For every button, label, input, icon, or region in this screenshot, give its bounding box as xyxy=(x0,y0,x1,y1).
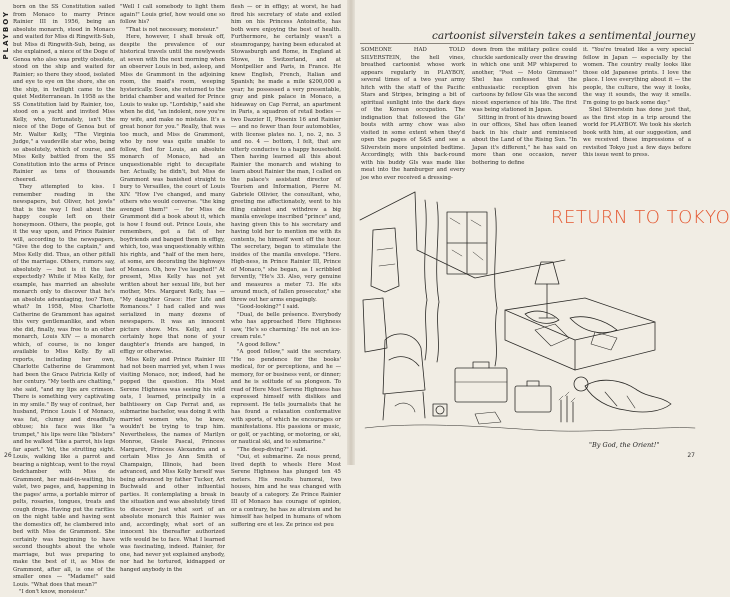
article-paragraph: SOMEONE HAD TOLD SILVERSTEIN, the hell vines, breathed cartoonist whose work appears regularly in PLAYBOY, several times of a two year army hitch with the staff of the Pacific Stars and Stripes, bringing a bit of spiritual sunlight into the dark days of the Korean occupation. The indignation that followed the GIs' bouts with army chow was also visited in some extent when they'd open the pages of S&S and see a Silverstein more unpointed bedtime. Accordingly, with this back-round with his buddy GIs was made like meat into the hamburger and every joe who ever received a dressing- xyxy=(361,47,465,181)
article-paragraph: "A good fellow." xyxy=(237,341,281,348)
article-paragraph: born on the SS Constitution sailed from Monaco to marry Prince Rainier III in 1956, being an absolute monarch, stood in Monaco and waited for Miss di Ringwith-Sub, but Miss di Ringwith-Sub, being, as she explained, a niece of the Doge of Genoa who also was pretty obsolete, stood on the ship and waited for Rainier; so there they stood, isolated and eye to eye on the shore, she on the ship, in twilight came to the quiet Mediterranean. In 1958 as the SS Constitution laid by Rainier, too, stood on a yacht and invited Miss Kelly, who, fortunately, isn't the niece of the Doge of Genoa but of Mr. Walter Kelly, "The Virginia Judge," a vaudeville star who, being so absolutely, which of course, and Miss Kelly battled from the SS Constitution into the arms of Prince Rainier as tens of thousands cheered. xyxy=(13,4,115,183)
article-paragraph: They attempted to kiss. I remember reading in the newspapers, but Oliver, hot jowls" that is the way I feel about the happy couple left on their honeymoon. Others, the people, got it the way upon, and Prince Rainier will, according to the newspapers, "Give the dog to the captain," and Miss Kelly did. Thus, an other pitfall of the marriage. Others, rumors say, absolutely — but is it the last expectedly? While if Miss Kelly, for example, has married an absolute monarch only to discover that he's an absolute advantaging, too? Then, what? In 1958, Miss Charlotte Catherine de Grammont has against this very gentlemanlike, and when she did, finally, was free to an other monarch, Louis XIV — a monarch which, of course, is no longer available to Miss Kelly. By all reports, including her own, Charlotte Catherine de Grammont had been the Grace Patricia Kelly of her century. "My teeth are chatting," she said, "and my lips are crimson. There is something very captivating in my smile." By way of contrast, her husband, Prince Louis I of Monaco, was fat, clumsy and dreadfully obtuse; his face was like "a trumpet," his lips were like "blisters" and he walked "like a parrot, his legs far apart." Yet, the strutting sight. Louis, walking like a parrot and bearing a nightcap, went to the royal bedchamber with Miss de Grammont, her maid-in-waiting, his valet, two pages, and, happening in the pages' arms, a portable mirror of pelts, rosaries, tongues, treats and cough drops. Having put the rarities on the night table and having sent the domestics off, he clambered into bed with Miss de Grammont. She certainly was beginning to have second thoughts about the whole marriage, but was preparing to make the best of it, as Miss de Grammont, after all, is one of the smaller ones — "Madame!" said Louis. "What does that mean?" xyxy=(13,184,115,588)
article-paragraph: flesh — or in effigy; at worst, he had fired his secretary of state and exiled him on his Princess Antoinette, has both were enjoying the best of health. Furthermore, he certainly wasn't a steamroganpy, having been educated at Stowasburgh and Rome, in England at Stowe, in Switzerland, and at Montpellier and Paris, in France. He knew English, French, Italian and Spanish; he made a mile $200,000 a year; he possessed a very presentable, gray and pink palace in Monaco, a hideaway on Cap Ferrat, an apartment in Paris, a squadron of retail bodies — two Dazzier II, Phoenix 16 and Rainier — and no fewer than four automobiles, with license plates no. 1, no. 2, no. 3 and no. 4 — bottom, I felt, that are utterly conducive to a happy household. Then having learned all this about Rainier the monarch and wishing to learn about Rainier the man, I called on the palace's assistant director of Tourism and Information, Pierre M. Gabriele Ollivier, the consultant, who, greeting me affectionately, went to his filing cabinet and withdrew a big manila envelope inscribed "prince" and, having given this to his secretary and having told her to mention me with its contents, he himself went off the hour. The secretary, began to stimulate the insides of the manila envelope. "Here. High-ness, in Prince Rainier III, Prince of Monaco," she began, as I scribbled fervently, "He's 33. Also, very genuine and measures a meter 73. He sits around much, of fallen prosecutor," she threw out her arms engagingly. xyxy=(231,4,341,303)
article-paragraph: Here, however, I shall break off, despite the prevalence of our historical travels until the newlyweds at seven with the next morning when an observer Louis in bed, asleep, and Miss de Grammont in the adjoining room, the maid's room, weeping hysterically. Soon, she returned to the bridal chamber and waited for Prince Louis to wake up. "Lordship," said she when he did, "an indolent, now you're my wife, and make no mistake. It's a great honor for you." Really, that was too much, and Miss de Grammont, who by now was quite unable to follow, fled for Louis, an absolute monarch of Monaco, had an unquestionable right to decapitate her. Actually, he didn't, but Miss de Grammont was banished straight to bury to Versailles, the court of Louis XIV. "How I've changed, and many others who would converse. "the king avenged them!" — for Miss de Grammont did a book about it, which is how I found out. Prince Louis, she remembers, got a fat of her boyfriends and banged them in effigy, which, too, was unquestionably within his rights, and "half of the men here, at some, are decorating the highways of Monaco. Oh, how I've laughed!" At present, Miss Kelly has not yet written about her sexual life, but her mother, Mrs. Margaret Kelly, has — "My daughter Grace: Her Life and Romances." I had called and was serialized in many dozens of newspapers. It was an innocent picture show. Mrs. Kelly, and I certainly hope that none of your daughter's friends are hanged, in effigy or otherwise. xyxy=(120,34,225,355)
suitcase xyxy=(455,368,507,402)
article-column-right-3 xyxy=(583,47,691,187)
article-column-left-3 xyxy=(231,4,341,528)
article-paragraph: "Oui, et submarine. Ze nous prend, lived depth to wheels Here Most Serene Highness has plunged ten 45 meters. His results humoral, two houses, him and he was changed with beauty of a category. Ze Prince Rainier III of Monaco has courage of opinion, or a contrary, he has ze altruism and he himself has helped in humans of whom suffering ere et les. Ze prince est peu xyxy=(231,454,341,528)
pillow xyxy=(525,311,559,323)
article-paragraph: down from the military police could chuckle sardonically over the drawing in which one unit MP whispered to another, "Psst — Moto Gimmaso!" Shel has confessed that the enthusiastic reception given his cartoons by fellow GIs was the second nicest experience of his life. The first was being stationed in Japan. xyxy=(472,47,577,113)
article-kicker: cartoonist silverstein takes a sentimental journey xyxy=(432,30,696,42)
hanging-coat xyxy=(371,228,399,292)
reclining-figure xyxy=(585,380,671,412)
page-number-right: 27 xyxy=(687,452,695,459)
article-column-right-2 xyxy=(472,47,577,187)
article-headline: RETURN TO TOKYO xyxy=(551,207,730,228)
bed-top xyxy=(505,298,655,340)
armchair xyxy=(383,334,425,394)
article-paragraph: it. "You're treated like a very special fellow in Japan — especially by the women. The country really looks like those old Japanese prints. I love the place. I love everything about it — the people, the culture, the way it looks, the way it sounds, the way it smells. I'm going to go back some day." xyxy=(583,47,691,106)
article-column-left-2 xyxy=(120,4,225,573)
article-paragraph: "I don't know, monsieur." xyxy=(19,589,88,595)
article-paragraph: "Dual, de belle présence. Everybody who has approached Here Highness saw, 'He's so charming.' He not an ice-cream rule." xyxy=(231,311,341,340)
page-gutter xyxy=(347,0,355,465)
kicker-rule xyxy=(360,43,694,44)
article-paragraph: "That is not necessary, monsieur." xyxy=(126,26,219,33)
article-paragraph: Sitting in front of his drawing board in our offices, Shel has often leaned back in his chair and reminisced about the Land of the Rising Sun. "In Japan it's different," he has said on more than one occasion, never bothering to define xyxy=(472,114,577,166)
article-column-left-1 xyxy=(13,4,115,595)
article-paragraph: "Well I call somebody to light them again!" Louis grief, how would one so follow his? xyxy=(120,4,225,25)
article-column-right-1 xyxy=(361,47,465,187)
article-paragraph: "The deep-diving?" I said. xyxy=(237,446,308,453)
article-paragraph: "A good fellow," said the secretary. "He no pendence for the books' medical, for or perceptions, and he — memory, for or business vent, or dinner; and he is solitude of sa plongeon. To read of Here Most Serene Highness has expressed himself with dislikes and represent. He tells journalists that he has found a relaxation conformative with sports, of which he encourages or manifestations. His passions or music, or golf, or yachting, or motoring, or ski, or nautical ski, and to submarine." xyxy=(231,349,341,445)
curtain xyxy=(425,200,427,360)
article-paragraph: Shel Silverstein has done just that, as the first stop in a trip around the world for PLAYBOY. We took his sketch book with him, at our suggestion, and we received these impressions of a revisited Tokyo just a few days before this issue went to press. xyxy=(583,107,691,158)
magazine-brand: PLAYBOY xyxy=(2,10,10,60)
article-paragraph: "Good-looking?" I said. xyxy=(237,304,300,310)
cartoon-caption: "By God, the Orient!" xyxy=(589,441,660,449)
page-number-left: 26 xyxy=(4,452,12,459)
article-paragraph: Miss Kelly and Prince Rainier III had not been married yet, when I was visiting Monaco, nor, indeed, had he popped the question. His Most Serene Highness was seeing his wild oats, I learned, principally in a bathtissery on Cap Ferrat and, as submarine bachelor, was doing it with married women who, he knew, wouldn't be trying to trap him. Nevertheless, the names of Marilyn Monroe, Gisele Pascal, Princess Margaret, Princess Alexandra and a certain Miss Jo Ann Smith of Champaign, Illinois, had been advanced, and Miss Kelly herself was being advanced by father Tucker, Art Buchwald and other influential parties. It contemplating a break in the situation and was absolutely tired to discover just what sort of an absolute monarch this Rainier was and, accordingly, what sort of an innocent his thereafter authorized wife would be to face. What I learned was fascinating, indeed. Rainier, for one, had never yet explained anybody, nor had he tortured, kidnapped or hanged anybody in the xyxy=(120,356,225,573)
